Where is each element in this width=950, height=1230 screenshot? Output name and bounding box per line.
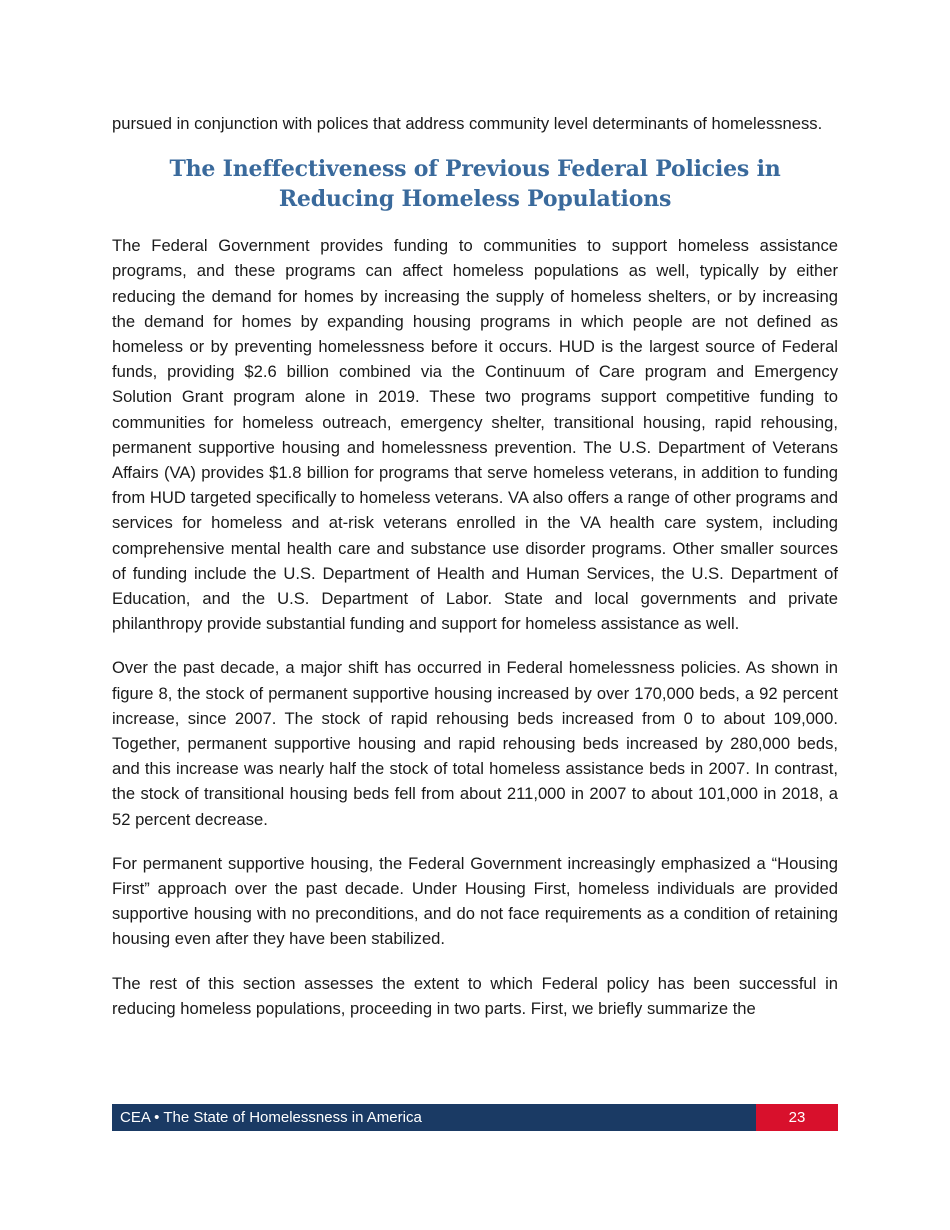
page-number: 23	[756, 1104, 838, 1131]
section-heading: The Ineffectiveness of Previous Federal Policies in Reducing Homeless Populations	[169, 156, 781, 213]
paragraph-funding: The Federal Government provides funding to communities to support homeless assistance programs, and these programs can affect homeless populations as well, typically by either reducing the demand for homes by increasing the supply of homeless shelters, or by increasing the demand for homes by expanding housing programs in which people are not defined as homeless or by preventing homelessness before it occurs. HUD is the largest source of Federal funds, providing $2.6 billion combined via the Continuum of Care program and Emergency Solution Grant program alone in 2019. These two programs support competitive funding to communities for homeless outreach, emergency shelter, transitional housing, rapid rehousing, permanent supportive housing and homelessness prevention. The U.S. Department of Veterans Affairs (VA) provides $1.8 billion for programs that serve homeless veterans, in addition to funding from HUD targeted specifically to homeless veterans. VA also offers a range of other programs and services for homeless and at-risk veterans enrolled in the VA health care system, including comprehensive mental health care and substance use disorder programs. Other smaller sources of funding include the U.S. Department of Health and Human Services, the U.S. Department of Education, and the U.S. Department of Labor. State and local governments and private philanthropy provide substantial funding and support for homeless assistance as well.	[112, 236, 838, 634]
page-body	[112, 111, 838, 1040]
footer-title: CEA • The State of Homelessness in America	[112, 1104, 756, 1131]
intro-paragraph: pursued in conjunction with polices that address community level determinants of homelessness.	[112, 114, 823, 133]
paragraph-housing-first: For permanent supportive housing, the Federal Government increasingly emphasized a “Housing First” approach over the past decade. Under Housing First, homeless individuals are provided supportive housing with no preconditions, and do not face requirements as a condition of retaining housing even after they have been stabilized.	[112, 853, 838, 949]
paragraph-policy-shift: Over the past decade, a major shift has occurred in Federal homelessness policies. As shown in figure 8, the stock of permanent supportive housing increased by over 170,000 beds, a 92 percent increase, since 2007. The stock of rapid rehousing beds increased from 0 to about 109,000. Together, permanent supportive housing and rapid rehousing beds increased by 280,000 beds, and this increase was nearly half the stock of total homeless assistance beds in 2007. In contrast, the stock of transitional housing beds fell from about 211,000 in 2007 to about 101,000 in 2018, a 52 percent decrease.	[112, 658, 838, 829]
page-footer	[112, 1104, 838, 1131]
paragraph-section-overview: The rest of this section assesses the extent to which Federal policy has been successful in reducing homeless populations, proceeding in two parts. First, we briefly summarize the	[112, 973, 838, 1018]
